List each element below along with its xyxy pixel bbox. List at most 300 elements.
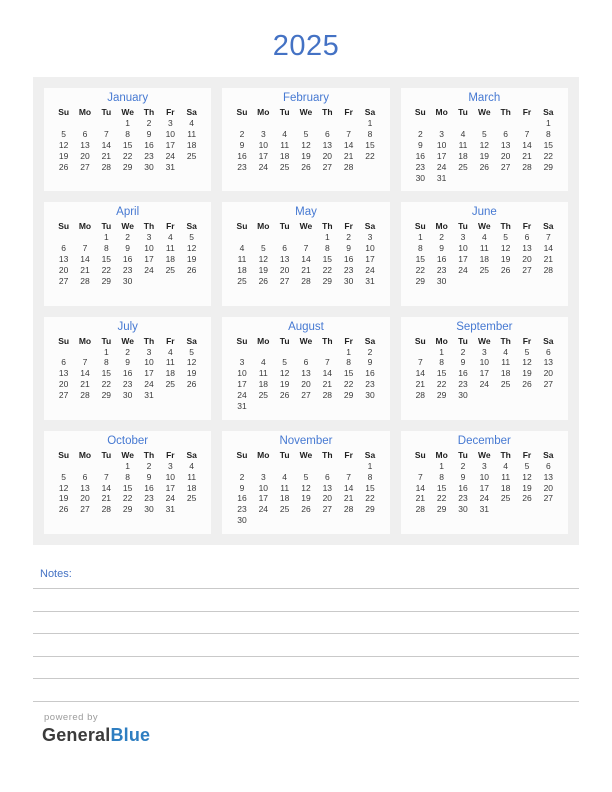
day-cell: 11 (258, 368, 268, 379)
day-cell: 1 (439, 346, 445, 357)
day-cell: 24 (479, 493, 490, 504)
day-cell: 20 (279, 264, 290, 275)
day-cell: 18 (500, 482, 511, 493)
weekday-label: Su (58, 107, 70, 117)
day-cell: 15 (322, 254, 333, 265)
day-cell: 15 (101, 254, 112, 265)
day-cell: 29 (322, 275, 333, 286)
weekday-label: Su (236, 449, 248, 460)
weekday-label: Sa (543, 449, 554, 460)
week-row (410, 493, 559, 504)
day-cell: 18 (458, 150, 468, 161)
day-cell: 22 (343, 379, 354, 390)
day-cell: 28 (543, 264, 554, 275)
day-cell: 16 (122, 254, 133, 265)
day-cell: 27 (322, 504, 333, 515)
day-cell: 16 (144, 139, 154, 150)
weekday-label: Sa (543, 221, 554, 232)
day-cell: 2 (239, 471, 245, 482)
weekday-label: Tu (101, 221, 112, 232)
day-cell: 7 (545, 232, 551, 243)
day-cell: 18 (279, 493, 290, 504)
weekday-label: Th (143, 221, 155, 232)
week-row (410, 276, 559, 287)
day-cell: 24 (258, 161, 269, 172)
day-cell: 25 (458, 161, 468, 172)
day-cell: 4 (460, 128, 466, 139)
day-cell: 4 (481, 232, 487, 243)
empty-day-cell (474, 390, 495, 401)
weekday-label: We (299, 221, 313, 232)
weekday-label: Sa (364, 335, 376, 346)
day-cell: 18 (186, 139, 197, 150)
day-cell: 17 (258, 493, 269, 504)
week-row (410, 357, 559, 368)
week-row (231, 254, 380, 265)
day-cell: 27 (301, 390, 311, 401)
weekday-label: Su (58, 335, 70, 346)
day-cell: 26 (258, 275, 269, 286)
week-row (53, 461, 202, 472)
day-cell: 15 (436, 368, 447, 379)
day-cell: 4 (503, 460, 509, 471)
weekday-label: Su (414, 107, 426, 117)
day-cell: 3 (167, 460, 173, 471)
day-cell: 8 (439, 471, 445, 482)
empty-day-cell (160, 276, 181, 287)
day-cell: 26 (58, 504, 69, 515)
day-cell: 3 (260, 128, 266, 139)
weekday-label: Su (236, 107, 248, 117)
brand-logo (42, 725, 150, 746)
day-cell: 30 (122, 275, 133, 286)
month-card-april (44, 202, 211, 305)
day-cell: 10 (365, 243, 375, 254)
week-row (410, 347, 559, 358)
day-cell: 18 (165, 368, 176, 379)
week-row (53, 347, 202, 358)
weekday-header-row (231, 221, 380, 232)
empty-day-cell (474, 118, 495, 129)
day-cell: 12 (500, 243, 511, 254)
day-cell: 28 (322, 390, 333, 401)
week-row (231, 483, 380, 494)
empty-day-cell (295, 461, 316, 472)
day-cell: 22 (365, 493, 375, 504)
day-cell: 19 (58, 150, 69, 161)
empty-day-cell (452, 276, 473, 287)
day-cell: 30 (343, 275, 354, 286)
day-cell: 26 (522, 379, 532, 390)
day-cell: 30 (458, 390, 468, 401)
empty-day-cell (317, 515, 338, 526)
weekday-label: Th (500, 107, 511, 117)
day-cell: 15 (365, 482, 375, 493)
day-cell: 13 (543, 357, 554, 368)
day-cell: 9 (439, 243, 445, 254)
week-row (410, 504, 559, 515)
weekday-label: Th (500, 335, 511, 346)
weekday-label: Fr (166, 107, 175, 117)
week-row (410, 140, 559, 151)
day-cell: 22 (101, 379, 112, 390)
empty-day-cell (359, 162, 380, 173)
day-cell: 1 (439, 460, 445, 471)
day-cell: 17 (165, 482, 176, 493)
empty-day-cell (181, 504, 202, 515)
day-cell: 12 (479, 139, 490, 150)
week-row (53, 504, 202, 515)
day-cell: 27 (58, 275, 69, 286)
day-cell: 5 (260, 243, 266, 254)
day-cell: 22 (365, 150, 375, 161)
month-title: June (471, 206, 497, 219)
day-cell: 8 (367, 128, 373, 139)
day-cell: 1 (417, 232, 423, 243)
day-cell: 20 (543, 482, 554, 493)
month-card-january (44, 88, 211, 191)
weekday-label: Mo (257, 107, 270, 117)
weekday-label: Sa (543, 335, 554, 346)
weekday-label: Mo (78, 221, 92, 232)
empty-day-cell (231, 118, 252, 129)
week-row (53, 265, 202, 276)
month-title: January (107, 92, 149, 104)
empty-day-cell (410, 347, 431, 358)
day-cell: 9 (460, 357, 466, 368)
day-cell: 11 (479, 243, 489, 254)
day-cell: 27 (543, 379, 554, 390)
day-cell: 9 (367, 357, 373, 368)
empty-day-cell (253, 401, 274, 412)
day-cell: 23 (458, 379, 468, 390)
month-title: August (288, 320, 324, 333)
week-row (231, 401, 380, 412)
day-cell: 7 (103, 128, 109, 139)
weekday-label: Sa (364, 107, 376, 117)
day-cell: 4 (167, 346, 173, 357)
empty-day-cell (474, 276, 495, 287)
day-cell: 18 (479, 254, 490, 265)
day-cell: 28 (80, 390, 90, 401)
weekday-label: We (299, 449, 313, 460)
week-row (410, 151, 559, 162)
day-cell: 7 (82, 357, 88, 368)
day-cell: 15 (436, 482, 447, 493)
day-cell: 3 (146, 346, 152, 357)
day-cell: 11 (280, 482, 290, 493)
day-cell: 30 (144, 504, 154, 515)
day-cell: 13 (522, 243, 532, 254)
month-card-may (222, 202, 389, 305)
day-cell: 9 (346, 243, 352, 254)
day-cell: 1 (103, 232, 109, 243)
weekday-label: Th (143, 449, 155, 460)
day-cell: 4 (239, 243, 245, 254)
weekday-header-row (410, 336, 559, 347)
weekday-label: Fr (166, 449, 175, 460)
day-cell: 6 (61, 243, 67, 254)
day-cell: 13 (301, 368, 311, 379)
day-cell: 5 (189, 346, 195, 357)
day-cell: 15 (415, 254, 426, 265)
week-row (410, 232, 559, 243)
day-cell: 6 (324, 471, 330, 482)
day-cell: 15 (543, 139, 554, 150)
day-cell: 24 (144, 264, 154, 275)
day-cell: 20 (301, 379, 311, 390)
day-cell: 8 (103, 357, 109, 368)
day-cell: 23 (144, 150, 154, 161)
empty-day-cell (495, 173, 516, 184)
empty-day-cell (495, 118, 516, 129)
notes-ruled-line (33, 633, 579, 634)
day-cell: 2 (239, 128, 245, 139)
empty-day-cell (516, 390, 537, 401)
day-cell: 16 (144, 482, 154, 493)
day-cell: 9 (125, 243, 131, 254)
week-row (231, 379, 380, 390)
weekday-label: Mo (435, 221, 448, 232)
day-cell: 29 (415, 275, 426, 286)
weekday-header-row (53, 450, 202, 461)
day-cell: 20 (80, 493, 90, 504)
day-cell: 7 (524, 128, 530, 139)
day-cell: 27 (58, 390, 69, 401)
day-cell: 1 (324, 232, 330, 243)
weekday-label: Fr (522, 335, 532, 346)
day-cell: 24 (165, 150, 176, 161)
day-cell: 18 (279, 150, 290, 161)
day-cell: 20 (522, 254, 532, 265)
empty-day-cell (181, 390, 202, 401)
month-card-february (222, 88, 389, 191)
day-cell: 9 (146, 471, 152, 482)
day-cell: 20 (58, 264, 69, 275)
empty-day-cell (53, 232, 74, 243)
day-cell: 4 (282, 128, 288, 139)
weekday-label: Fr (522, 449, 532, 460)
weekday-label: Th (322, 335, 333, 346)
day-cell: 2 (417, 128, 423, 139)
weekday-label: Fr (344, 335, 353, 346)
weekday-label: Th (500, 221, 511, 232)
day-cell: 17 (436, 150, 447, 161)
weekday-label: Fr (166, 335, 175, 346)
day-cell: 18 (186, 482, 197, 493)
empty-day-cell (538, 390, 559, 401)
day-cell: 3 (460, 232, 466, 243)
week-row (53, 232, 202, 243)
day-cell: 13 (58, 368, 69, 379)
week-row (231, 357, 380, 368)
day-cell: 29 (543, 161, 554, 172)
day-cell: 22 (122, 493, 133, 504)
week-row (410, 243, 559, 254)
day-cell: 31 (165, 161, 176, 172)
day-cell: 2 (346, 232, 352, 243)
empty-day-cell (452, 118, 473, 129)
empty-day-cell (359, 515, 380, 526)
day-cell: 31 (144, 390, 154, 401)
weekday-label: Fr (344, 449, 353, 460)
day-cell: 22 (101, 264, 112, 275)
day-cell: 10 (144, 243, 154, 254)
day-cell: 15 (365, 139, 375, 150)
week-row (410, 129, 559, 140)
empty-day-cell (359, 401, 380, 412)
day-cell: 13 (322, 482, 333, 493)
weekday-label: Sa (364, 449, 376, 460)
day-cell: 19 (522, 482, 532, 493)
day-cell: 20 (58, 379, 69, 390)
day-cell: 10 (258, 482, 269, 493)
day-cell: 9 (239, 482, 245, 493)
empty-day-cell (538, 504, 559, 515)
day-cell: 2 (460, 346, 466, 357)
empty-day-cell (253, 118, 274, 129)
day-cell: 8 (125, 471, 131, 482)
day-cell: 17 (458, 254, 468, 265)
day-cell: 11 (187, 128, 197, 139)
day-cell: 8 (125, 128, 131, 139)
day-cell: 26 (301, 504, 311, 515)
day-cell: 11 (187, 471, 197, 482)
day-cell: 11 (501, 471, 511, 482)
empty-day-cell (410, 461, 431, 472)
weekday-label: We (478, 107, 491, 117)
day-cell: 17 (479, 368, 490, 379)
day-cell: 5 (61, 128, 67, 139)
day-cell: 14 (301, 254, 311, 265)
day-cell: 11 (165, 243, 175, 254)
month-card-june (401, 202, 568, 305)
empty-day-cell (410, 118, 431, 129)
weekday-label: Su (414, 221, 426, 232)
day-cell: 25 (237, 275, 247, 286)
empty-day-cell (338, 118, 359, 129)
day-cell: 12 (522, 357, 532, 368)
day-cell: 16 (436, 254, 447, 265)
day-cell: 2 (146, 460, 152, 471)
empty-day-cell (295, 515, 316, 526)
weekday-label: We (121, 335, 134, 346)
month-card-march (401, 88, 568, 191)
day-cell: 8 (324, 243, 330, 254)
weekday-label: Sa (186, 449, 197, 460)
day-cell: 6 (545, 460, 551, 471)
day-cell: 8 (103, 243, 109, 254)
week-row (53, 140, 202, 151)
day-cell: 13 (58, 254, 69, 265)
weekday-label: Mo (257, 335, 270, 346)
day-cell: 16 (237, 150, 247, 161)
day-cell: 16 (237, 493, 247, 504)
week-row (53, 254, 202, 265)
week-row (231, 151, 380, 162)
day-cell: 4 (503, 346, 509, 357)
empty-day-cell (53, 347, 74, 358)
day-cell: 25 (279, 504, 290, 515)
day-cell: 5 (303, 471, 309, 482)
weekday-label: Mo (257, 221, 270, 232)
week-row (231, 504, 380, 515)
weekday-label: Su (414, 449, 426, 460)
empty-day-cell (516, 173, 537, 184)
empty-day-cell (295, 118, 316, 129)
empty-day-cell (495, 504, 516, 515)
day-cell: 6 (524, 232, 530, 243)
day-cell: 10 (479, 471, 490, 482)
week-row (53, 357, 202, 368)
empty-day-cell (74, 118, 95, 129)
empty-day-cell (274, 232, 295, 243)
day-cell: 29 (343, 390, 354, 401)
day-cell: 21 (301, 264, 311, 275)
notes-ruled-line (33, 678, 579, 679)
day-cell: 31 (479, 504, 490, 515)
day-cell: 6 (282, 243, 288, 254)
day-cell: 16 (458, 368, 468, 379)
week-row (410, 265, 559, 276)
empty-day-cell (516, 504, 537, 515)
day-cell: 21 (80, 379, 90, 390)
week-row (231, 243, 380, 254)
weekday-label: Th (143, 335, 155, 346)
weekday-label: Mo (435, 335, 448, 346)
day-cell: 5 (524, 346, 530, 357)
weekday-label: Tu (458, 221, 468, 232)
notes-ruled-line (33, 701, 579, 702)
brand-name-blue: Blue (110, 725, 151, 745)
day-cell: 15 (101, 368, 112, 379)
weekday-header-row (231, 107, 380, 118)
day-cell: 12 (522, 471, 532, 482)
day-cell: 15 (122, 482, 133, 493)
week-row (53, 243, 202, 254)
weekday-label: Tu (279, 107, 290, 117)
empty-day-cell (317, 461, 338, 472)
day-cell: 24 (436, 161, 447, 172)
week-row (53, 118, 202, 129)
empty-day-cell (338, 461, 359, 472)
day-cell: 23 (144, 493, 154, 504)
day-cell: 11 (501, 357, 511, 368)
day-cell: 14 (522, 139, 532, 150)
weekday-label: Th (500, 449, 511, 460)
day-cell: 25 (479, 264, 490, 275)
day-cell: 28 (101, 161, 112, 172)
day-cell: 13 (543, 471, 554, 482)
day-cell: 12 (186, 243, 197, 254)
month-title: April (116, 206, 140, 219)
month-card-september (401, 317, 568, 420)
empty-day-cell (253, 461, 274, 472)
day-cell: 7 (417, 357, 423, 368)
day-cell: 3 (439, 128, 445, 139)
empty-day-cell (274, 515, 295, 526)
day-cell: 24 (237, 390, 247, 401)
weekday-header-row (410, 221, 559, 232)
day-cell: 21 (522, 150, 532, 161)
day-cell: 27 (522, 264, 532, 275)
day-cell: 14 (322, 368, 333, 379)
day-cell: 12 (279, 368, 290, 379)
week-row (410, 173, 559, 184)
weekday-label: Th (322, 221, 333, 232)
week-row (410, 254, 559, 265)
weekday-header-row (53, 336, 202, 347)
